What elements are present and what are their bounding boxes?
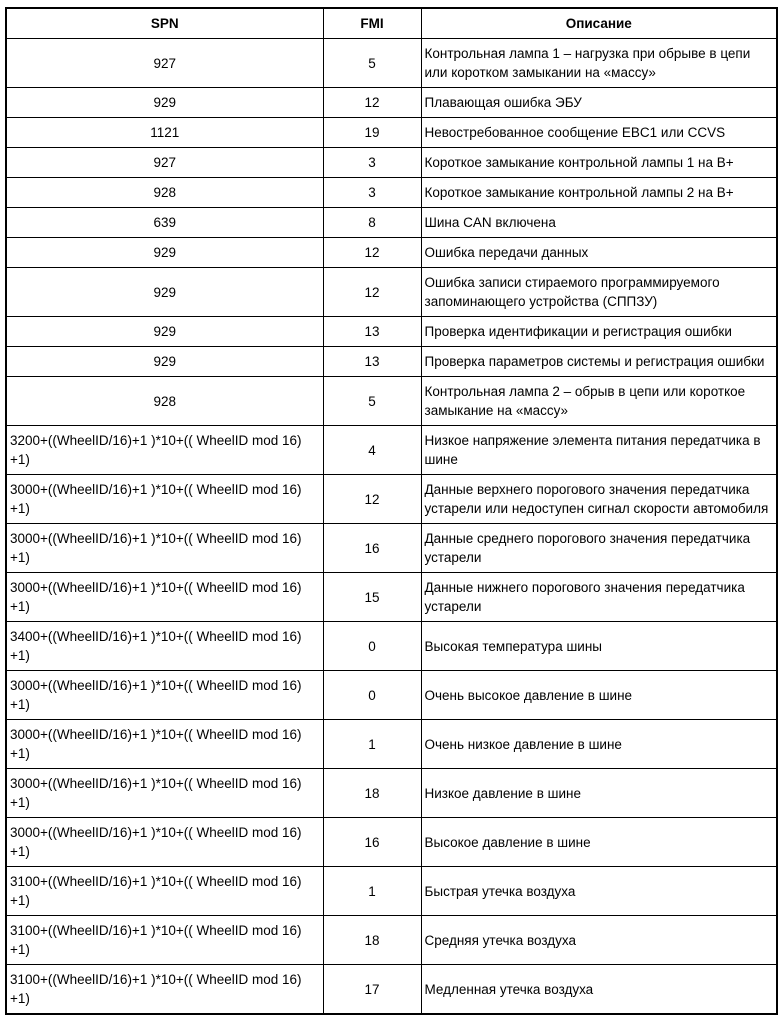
table-row [6, 818, 777, 867]
spn-cell: 1121 [6, 118, 323, 148]
description-cell: Высокое давление в шине [421, 818, 777, 867]
fmi-cell: 16 [323, 524, 421, 573]
spn-cell: 3000+((WheelID/16)+1 )*10+(( WheelID mod 16) +1) [6, 524, 323, 573]
table-row [6, 178, 777, 208]
description-cell: Данные среднего порогового значения передатчика устарели [421, 524, 777, 573]
description-cell: Шина CAN включена [421, 208, 777, 238]
spn-cell: 3400+((WheelID/16)+1 )*10+(( WheelID mod 16) +1) [6, 622, 323, 671]
fmi-cell: 12 [323, 475, 421, 524]
description-cell: Невостребованное сообщение EBC1 или CCVS [421, 118, 777, 148]
description-cell: Контрольная лампа 1 – нагрузка при обрыве в цепи или коротком замыкании на «массу» [421, 39, 777, 88]
spn-cell: 928 [6, 178, 323, 208]
fmi-cell: 18 [323, 916, 421, 965]
spn-cell: 929 [6, 238, 323, 268]
spn-cell: 3000+((WheelID/16)+1 )*10+(( WheelID mod 16) +1) [6, 769, 323, 818]
spn-cell: 3000+((WheelID/16)+1 )*10+(( WheelID mod 16) +1) [6, 818, 323, 867]
table-row [6, 317, 777, 347]
fmi-cell: 12 [323, 268, 421, 317]
spn-cell: 929 [6, 317, 323, 347]
description-cell: Данные верхнего порогового значения передатчика устарели или недоступен сигнал скорости автомобиля [421, 475, 777, 524]
table-row [6, 916, 777, 965]
description-cell: Медленная утечка воздуха [421, 965, 777, 1015]
column-header-description: Описание [421, 8, 777, 39]
table-row [6, 268, 777, 317]
description-cell: Короткое замыкание контрольной лампы 2 на B+ [421, 178, 777, 208]
description-cell: Ошибка передачи данных [421, 238, 777, 268]
table-row [6, 377, 777, 426]
fmi-cell: 1 [323, 720, 421, 769]
table-row [6, 208, 777, 238]
table-row [6, 39, 777, 88]
table-row [6, 88, 777, 118]
description-cell: Очень низкое давление в шине [421, 720, 777, 769]
spn-cell: 3000+((WheelID/16)+1 )*10+(( WheelID mod 16) +1) [6, 573, 323, 622]
description-cell: Очень высокое давление в шине [421, 671, 777, 720]
column-header-spn: SPN [6, 8, 323, 39]
table-row [6, 573, 777, 622]
spn-cell: 3000+((WheelID/16)+1 )*10+(( WheelID mod 16) +1) [6, 720, 323, 769]
spn-cell: 929 [6, 268, 323, 317]
spn-cell: 929 [6, 88, 323, 118]
description-cell: Ошибка записи стираемого программируемого запоминающего устройства (СППЗУ) [421, 268, 777, 317]
fmi-cell: 18 [323, 769, 421, 818]
table-row [6, 426, 777, 475]
spn-cell: 927 [6, 39, 323, 88]
description-cell: Низкое напряжение элемента питания передатчика в шине [421, 426, 777, 475]
fmi-cell: 19 [323, 118, 421, 148]
fmi-cell: 5 [323, 377, 421, 426]
table-row [6, 622, 777, 671]
spn-cell: 3200+((WheelID/16)+1 )*10+(( WheelID mod 16) +1) [6, 426, 323, 475]
table-row [6, 671, 777, 720]
spn-fmi-table [5, 7, 778, 1015]
description-cell: Данные нижнего порогового значения передатчика устарели [421, 573, 777, 622]
fmi-cell: 16 [323, 818, 421, 867]
spn-cell: 639 [6, 208, 323, 238]
fmi-cell: 0 [323, 671, 421, 720]
table-row [6, 347, 777, 377]
table-row [6, 769, 777, 818]
table-body [6, 39, 777, 1015]
table-row [6, 720, 777, 769]
fmi-cell: 13 [323, 347, 421, 377]
header-row [6, 8, 777, 39]
spn-cell: 3000+((WheelID/16)+1 )*10+(( WheelID mod 16) +1) [6, 671, 323, 720]
table-row [6, 148, 777, 178]
spn-cell: 927 [6, 148, 323, 178]
table-row [6, 867, 777, 916]
fmi-cell: 3 [323, 148, 421, 178]
description-cell: Короткое замыкание контрольной лампы 1 на B+ [421, 148, 777, 178]
spn-cell: 3100+((WheelID/16)+1 )*10+(( WheelID mod 16) +1) [6, 965, 323, 1015]
fmi-cell: 0 [323, 622, 421, 671]
fmi-cell: 5 [323, 39, 421, 88]
table-row [6, 118, 777, 148]
spn-cell: 3000+((WheelID/16)+1 )*10+(( WheelID mod 16) +1) [6, 475, 323, 524]
description-cell: Средняя утечка воздуха [421, 916, 777, 965]
fmi-cell: 3 [323, 178, 421, 208]
fmi-cell: 15 [323, 573, 421, 622]
spn-cell: 3100+((WheelID/16)+1 )*10+(( WheelID mod 16) +1) [6, 916, 323, 965]
spn-cell: 928 [6, 377, 323, 426]
description-cell: Быстрая утечка воздуха [421, 867, 777, 916]
spn-cell: 929 [6, 347, 323, 377]
description-cell: Высокая температура шины [421, 622, 777, 671]
table-row [6, 475, 777, 524]
fmi-cell: 12 [323, 238, 421, 268]
fmi-cell: 13 [323, 317, 421, 347]
description-cell: Плавающая ошибка ЭБУ [421, 88, 777, 118]
fmi-cell: 1 [323, 867, 421, 916]
description-cell: Низкое давление в шине [421, 769, 777, 818]
column-header-fmi: FMI [323, 8, 421, 39]
fmi-cell: 8 [323, 208, 421, 238]
table-header [6, 8, 777, 39]
fmi-cell: 12 [323, 88, 421, 118]
spn-cell: 3100+((WheelID/16)+1 )*10+(( WheelID mod 16) +1) [6, 867, 323, 916]
fmi-cell: 17 [323, 965, 421, 1015]
table-row [6, 965, 777, 1015]
description-cell: Проверка идентификации и регистрация ошибки [421, 317, 777, 347]
table-row [6, 524, 777, 573]
description-cell: Контрольная лампа 2 – обрыв в цепи или короткое замыкание на «массу» [421, 377, 777, 426]
table-row [6, 238, 777, 268]
description-cell: Проверка параметров системы и регистрация ошибки [421, 347, 777, 377]
fmi-cell: 4 [323, 426, 421, 475]
